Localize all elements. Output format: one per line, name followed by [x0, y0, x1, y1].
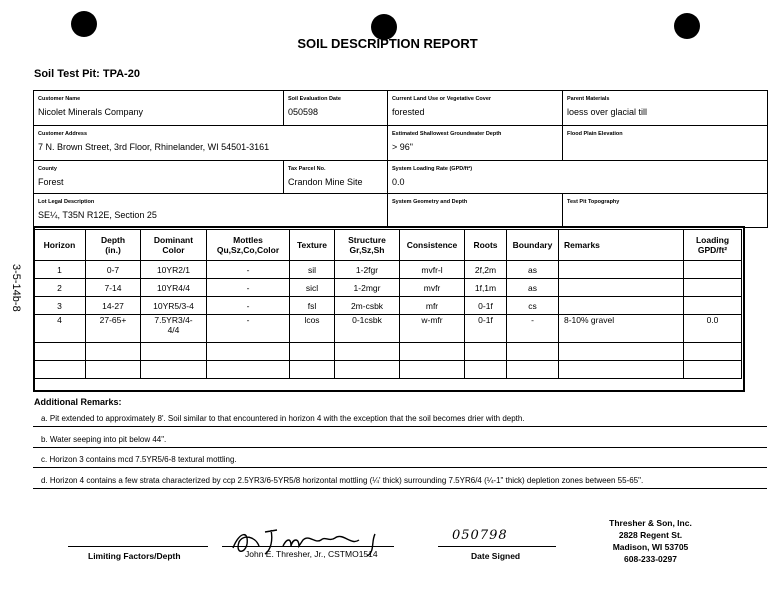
cell-boundary: as [507, 261, 559, 279]
cell-depth: 0-7 [86, 261, 141, 279]
system-geometry-cell: System Geometry and Depth [388, 194, 563, 228]
cell-structure: 1-2fgr [335, 261, 400, 279]
cell-color: 7.5YR3/4- 4/4 [141, 315, 207, 343]
cell-texture [290, 361, 335, 379]
cell-depth: 14-27 [86, 297, 141, 315]
table-row [34, 261, 742, 279]
loading-rate-cell: System Loading Rate (GPD/ft²) 0.0 [388, 161, 768, 194]
cell-boundary [507, 361, 559, 379]
cell-consistence: mvfr [400, 279, 465, 297]
col-consistence: Consistence [400, 230, 465, 261]
punch-hole-left [71, 11, 97, 37]
side-note: 3-5-14b-8 [10, 264, 22, 312]
cell-depth [86, 361, 141, 379]
col-remarks: Remarks [559, 230, 684, 261]
cell-remarks [559, 297, 684, 315]
cell-loading [684, 343, 742, 361]
signature-line [222, 546, 394, 547]
cell-texture: lcos [290, 315, 335, 343]
cell-roots: 0-1f [465, 297, 507, 315]
cell-color: 10YR5/3-4 [141, 297, 207, 315]
cell-loading [684, 297, 742, 315]
cell-loading: 0.0 [684, 315, 742, 343]
date-signed-line [438, 546, 556, 547]
cell-texture: fsl [290, 297, 335, 315]
cell-roots: 0-1f [465, 315, 507, 343]
cell-mottles: - [207, 315, 290, 343]
tax-parcel-cell: Tax Parcel No. Crandon Mine Site [284, 161, 388, 194]
cell-texture [290, 343, 335, 361]
cell-consistence [400, 361, 465, 379]
groundwater-depth: > 96" [392, 142, 413, 152]
cell-remarks [559, 343, 684, 361]
soil-test-pit: Soil Test Pit: TPA-20 [34, 68, 140, 80]
table-row [34, 315, 742, 343]
firm-street: 2828 Regent St. [618, 530, 683, 540]
cell-roots: 1f,1m [465, 279, 507, 297]
county: Forest [38, 177, 64, 187]
site-info-table [33, 90, 768, 228]
firm-city: Madison, WI 53705 [612, 542, 689, 552]
cell-structure [335, 343, 400, 361]
limiting-factors-line [68, 546, 208, 547]
cell-structure: 2m-csbk [335, 297, 400, 315]
table-row [34, 279, 742, 297]
cell-roots [465, 361, 507, 379]
cell-mottles [207, 361, 290, 379]
customer-name: Nicolet Minerals Company [38, 107, 144, 117]
cell-structure: 0-1csbk [335, 315, 400, 343]
cell-color [141, 343, 207, 361]
cell-boundary: as [507, 279, 559, 297]
cell-horizon: 2 [34, 279, 86, 297]
cell-mottles [207, 343, 290, 361]
col-loading: Loading GPD/ft² [684, 230, 742, 261]
cell-color: 10YR2/1 [141, 261, 207, 279]
remark-c: c. Horizon 3 contains mcd 7.5YR5/6-8 textural mottling. [33, 451, 767, 468]
cell-horizon: 4 [34, 315, 86, 343]
table-row [34, 343, 742, 361]
cell-horizon: 1 [34, 261, 86, 279]
cell-roots: 2f,2m [465, 261, 507, 279]
customer-address-cell: Customer Address 7 N. Brown Street, 3rd Floor, Rhinelander, WI 54501-3161 [34, 126, 388, 161]
cell-mottles: - [207, 261, 290, 279]
cell-horizon [34, 343, 86, 361]
cell-boundary: - [507, 315, 559, 343]
customer-name-cell: Customer Name Nicolet Minerals Company [34, 91, 284, 126]
cell-roots [465, 343, 507, 361]
additional-remarks-heading: Additional Remarks: [34, 397, 122, 407]
limiting-factors-label: Limiting Factors/Depth [88, 551, 181, 561]
cell-consistence [400, 343, 465, 361]
flood-plain-cell: Flood Plain Elevation [563, 126, 768, 161]
cell-consistence: mfr [400, 297, 465, 315]
table-row [34, 361, 742, 379]
cell-structure [335, 361, 400, 379]
cell-mottles: - [207, 279, 290, 297]
col-roots: Roots [465, 230, 507, 261]
cell-structure: 1-2mgr [335, 279, 400, 297]
topography-cell: Test Pit Topography [563, 194, 768, 228]
parent-materials-cell: Parent Materials loess over glacial till [563, 91, 768, 126]
cell-boundary: cs [507, 297, 559, 315]
loading-rate: 0.0 [392, 177, 405, 187]
cell-consistence: mvfr-l [400, 261, 465, 279]
evaluation-date: 050598 [288, 107, 319, 117]
tax-parcel: Crandon Mine Site [288, 177, 363, 187]
cell-remarks: 8-10% gravel [559, 315, 684, 343]
table-row [34, 297, 742, 315]
parent-materials: loess over glacial till [567, 107, 648, 117]
cell-remarks [559, 261, 684, 279]
col-texture: Texture [290, 230, 335, 261]
col-boundary: Boundary [507, 230, 559, 261]
county-cell: County Forest [34, 161, 284, 194]
signer-name: John E. Thresher, Jr., CSTMO1514 [245, 549, 378, 559]
cell-boundary [507, 343, 559, 361]
col-horizon: Horizon [34, 230, 86, 261]
legal-description-cell: Lot Legal Description SE¼, T35N R12E, Section 25 [34, 194, 388, 228]
firm-phone: 608-233-0297 [624, 554, 677, 564]
date-signed-label: Date Signed [471, 551, 521, 561]
remark-a: a. Pit extended to approximately 8'. Soil similar to that encountered in horizon 4 with the exception that the soil becomes drier with depth. [33, 410, 767, 427]
cell-loading [684, 279, 742, 297]
firm-block [588, 517, 713, 565]
col-mottles: Mottles Qu,Sz,Co,Color [207, 230, 290, 261]
cell-consistence: w-mfr [400, 315, 465, 343]
cell-color [141, 361, 207, 379]
cell-depth [86, 343, 141, 361]
groundwater-depth-cell: Estimated Shallowest Groundwater Depth > 96" [388, 126, 563, 161]
remark-d: d. Horizon 4 contains a few strata characterized by ccp 2.5YR3/6-5YR5/8 horizontal mottling (¼' thick) surrounding 7.5YR6/4 (¼-1" thick) depletion zones between 55-65". [33, 472, 767, 489]
cell-horizon [34, 361, 86, 379]
cell-remarks [559, 361, 684, 379]
date-signed-value: 050798 [452, 528, 508, 543]
soil-horizon-table [33, 229, 742, 379]
cell-loading [684, 261, 742, 279]
col-depth: Depth (in.) [86, 230, 141, 261]
cell-horizon: 3 [34, 297, 86, 315]
cell-remarks [559, 279, 684, 297]
remark-b: b. Water seeping into pit below 44". [33, 431, 767, 448]
cell-loading [684, 361, 742, 379]
cell-mottles: - [207, 297, 290, 315]
evaluation-date-cell: Soil Evaluation Date 050598 [284, 91, 388, 126]
cell-depth: 27-65+ [86, 315, 141, 343]
land-use: forested [392, 107, 425, 117]
col-structure: Structure Gr,Sz,Sh [335, 230, 400, 261]
customer-address: 7 N. Brown Street, 3rd Floor, Rhinelander, WI 54501-3161 [38, 142, 270, 152]
cell-depth: 7-14 [86, 279, 141, 297]
firm-name: Thresher & Son, Inc. [609, 518, 692, 528]
cell-texture: sil [290, 261, 335, 279]
legal-description: SE¼, T35N R12E, Section 25 [38, 210, 157, 220]
report-title: SOIL DESCRIPTION REPORT [297, 36, 478, 51]
land-use-cell: Current Land Use or Vegetative Cover forested [388, 91, 563, 126]
cell-color: 10YR4/4 [141, 279, 207, 297]
cell-texture: sicl [290, 279, 335, 297]
col-color: Dominant Color [141, 230, 207, 261]
